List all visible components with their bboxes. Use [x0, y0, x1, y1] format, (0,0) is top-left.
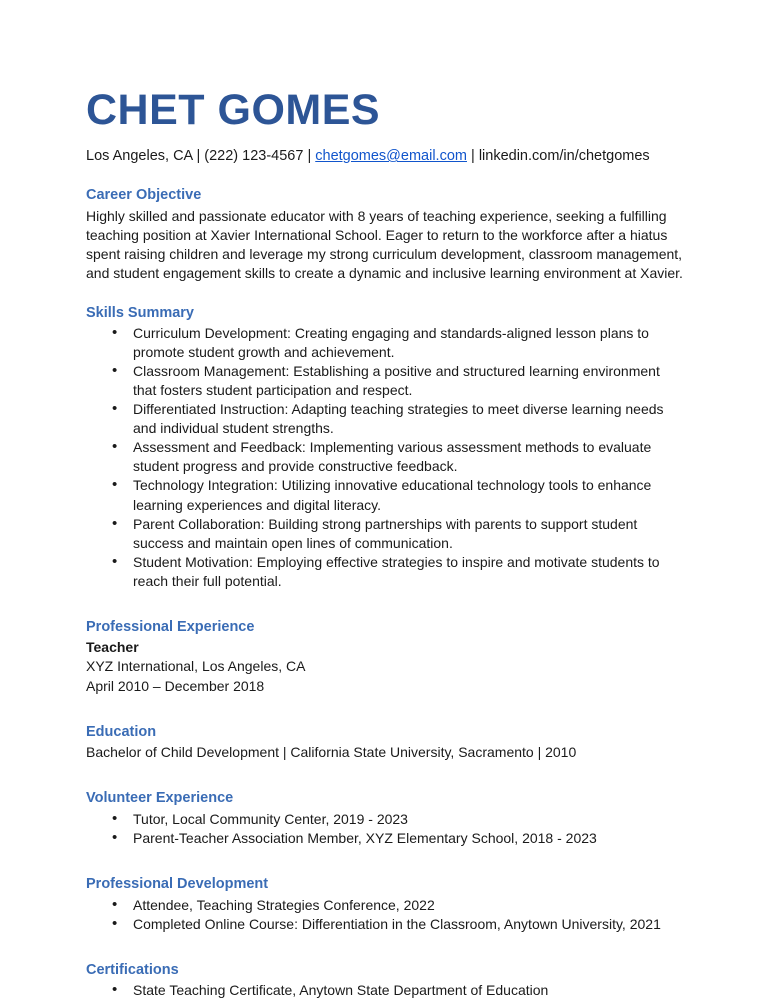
spacer	[86, 296, 682, 304]
section-volunteer-experience	[86, 789, 682, 848]
list-item: • Curriculum Development: Creating engaging and standards-aligned lesson plans to promote student growth and achievement.	[86, 324, 674, 362]
section-professional-development	[86, 875, 682, 934]
list-item: • Assessment and Feedback: Implementing various assessment methods to evaluate student progress and provide constructive feedback.	[86, 438, 674, 476]
section-professional-experience	[86, 618, 682, 696]
list-item: • Parent-Teacher Association Member, XYZ Elementary School, 2018 - 2023	[86, 829, 674, 848]
spacer	[86, 861, 682, 875]
contact-email-link[interactable]: chetgomes@email.com	[315, 148, 467, 165]
contact-phone: (222) 123-4567	[204, 148, 304, 165]
contact-separator-1: |	[192, 148, 205, 165]
section-certifications	[86, 961, 682, 1001]
job-employer: XYZ International, Los Angeles, CA	[86, 658, 306, 675]
contact-separator-2: |	[303, 148, 316, 165]
list-item: • Parent Collaboration: Building strong partnerships with parents to support student success and maintain open lines of communication.	[86, 515, 674, 553]
certifications-list	[86, 981, 674, 1000]
professional-experience-heading: Professional Experience	[86, 618, 255, 635]
volunteer-experience-heading: Volunteer Experience	[86, 790, 234, 807]
list-item: • Technology Integration: Utilizing innovative educational technology tools to enhance learning experiences and digital literacy.	[86, 476, 674, 514]
job-dates: April 2010 – December 2018	[86, 677, 265, 694]
section-education	[86, 723, 682, 763]
candidate-name: CHET GOMES	[86, 86, 381, 134]
education-entry: Bachelor of Child Development | California State University, Sacramento | 2010	[86, 744, 577, 761]
list-item: • Completed Online Course: Differentiation in the Classroom, Anytown University, 2021	[86, 915, 674, 934]
list-item: • State Teaching Certificate, Anytown State Department of Education	[86, 981, 674, 1000]
spacer	[86, 709, 682, 723]
spacer	[86, 775, 682, 789]
section-skills-summary	[86, 304, 682, 591]
certifications-heading: Certifications	[86, 961, 179, 978]
spacer	[86, 604, 682, 618]
contact-linkedin: linkedin.com/in/chetgomes	[478, 148, 650, 165]
list-item: • Attendee, Teaching Strategies Conference, 2022	[86, 896, 674, 915]
list-item: • Differentiated Instruction: Adapting teaching strategies to meet diverse learning needs and individual student strengths.	[86, 400, 674, 438]
education-heading: Education	[86, 723, 157, 740]
skills-summary-heading: Skills Summary	[86, 304, 194, 321]
list-item: • Tutor, Local Community Center, 2019 - 2023	[86, 810, 674, 829]
spacer	[86, 947, 682, 961]
contact-separator-3: |	[466, 148, 479, 165]
contact-location: Los Angeles, CA	[86, 148, 193, 165]
job-title: Teacher	[86, 639, 139, 656]
list-item: • Student Motivation: Employing effective strategies to inspire and motivate students to reach their full potential.	[86, 553, 674, 591]
list-item: • Classroom Management: Establishing a positive and structured learning environment that fosters student participation and respect.	[86, 362, 674, 400]
professional-development-list	[86, 896, 674, 934]
professional-development-heading: Professional Development	[86, 876, 269, 893]
career-objective-body: Highly skilled and passionate educator with 8 years of teaching experience, seeking a fulfilling teaching position at Xavier International School. Eager to return to the workforce after a hiatus spent raising children and leverage my strong curriculum development, classroom management, and student engagement skills to create a dynamic and inclusive learning environment at Xavier.	[86, 207, 683, 281]
section-career-objective	[86, 186, 682, 283]
skills-summary-list	[86, 324, 674, 590]
volunteer-experience-list	[86, 810, 674, 848]
career-objective-heading: Career Objective	[86, 186, 202, 203]
contact-line	[86, 147, 682, 166]
